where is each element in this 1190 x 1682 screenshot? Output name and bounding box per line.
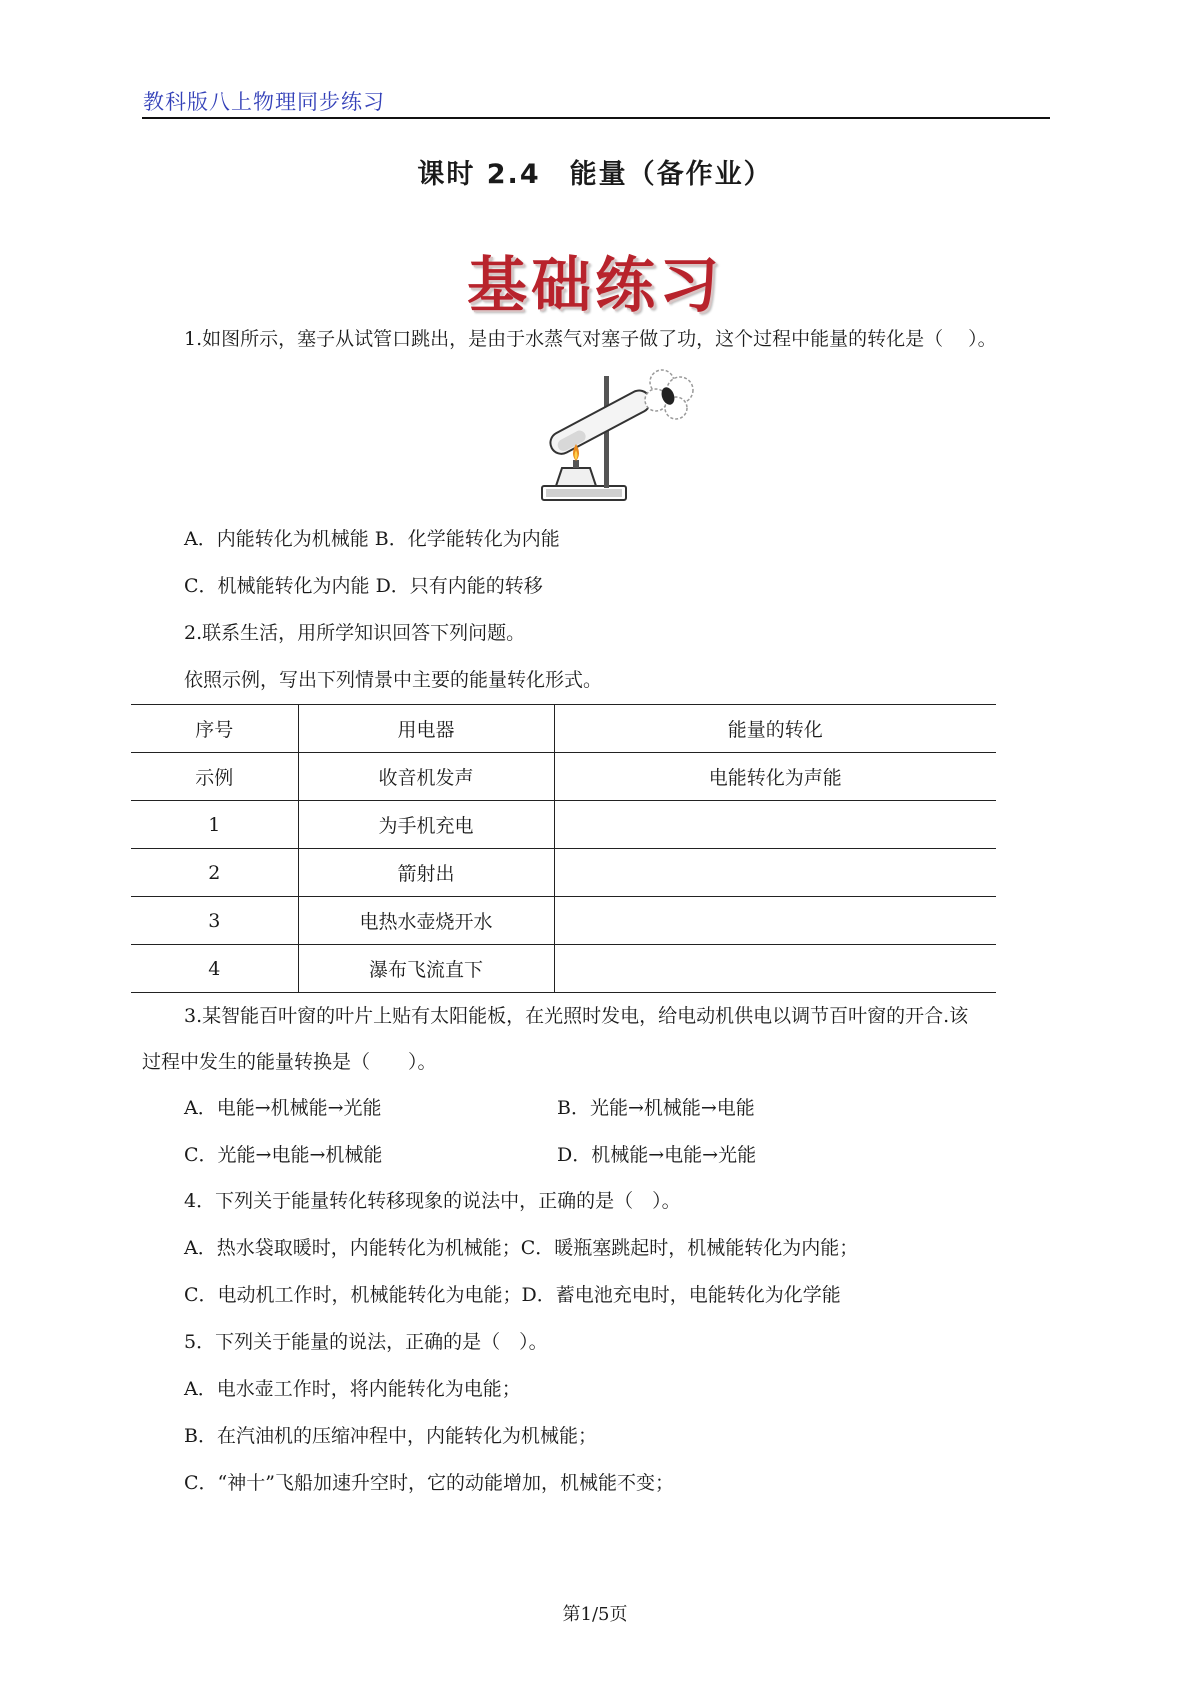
q3-option-d: D．机械能→电能→光能: [557, 1144, 757, 1166]
answer-cell[interactable]: [554, 897, 996, 945]
q4-options-ab: A．热水袋取暖时，内能转化为机械能；C．暖瓶塞跳起时，机械能转化为内能；: [184, 1237, 859, 1259]
table-header-cell: 能量的转化: [554, 705, 996, 753]
q1-options-ab: A．内能转化为机械能 B．化学能转化为内能: [184, 528, 560, 550]
table-cell: 电热水壶烧开水: [298, 897, 554, 945]
q2-stem: 2.联系生活，用所学知识回答下列问题。: [184, 622, 526, 644]
test-tube-apparatus-figure: [536, 368, 698, 512]
table-header-cell: 用电器: [298, 705, 554, 753]
table-cell: 瀑布飞流直下: [298, 945, 554, 993]
table-cell: 2: [131, 849, 298, 897]
table-cell: 收音机发声: [298, 753, 554, 801]
table-header-cell: 序号: [131, 705, 298, 753]
answer-cell[interactable]: [554, 801, 996, 849]
table-cell: 箭射出: [298, 849, 554, 897]
q3-option-a: A．电能→机械能→光能: [184, 1097, 382, 1119]
q5-option-a: A．电水壶工作时，将内能转化为电能；: [184, 1378, 521, 1400]
answer-cell[interactable]: [554, 849, 996, 897]
q3-option-c: C．光能→电能→机械能: [184, 1144, 383, 1166]
q1-stem: 1.如图所示，塞子从试管口跳出，是由于水蒸气对塞子做了功，这个过程中能量的转化是（ ）。: [184, 328, 997, 350]
q4-options-cd: C．电动机工作时，机械能转化为电能；D．蓄电池充电时，电能转化为化学能: [184, 1284, 841, 1306]
table-row: [131, 849, 996, 897]
answer-cell[interactable]: [554, 945, 996, 993]
header-title: 教科版八上物理同步练习: [143, 90, 385, 114]
header-rule: [142, 117, 1050, 119]
q4-stem: 4．下列关于能量转化转移现象的说法中，正确的是（ ）。: [184, 1190, 681, 1212]
q3-option-b: B．光能→机械能→电能: [557, 1097, 755, 1119]
table-cell: 电能转化为声能: [554, 753, 996, 801]
table-cell: 示例: [131, 753, 298, 801]
lesson-title: 课时 2.4 能量（备作业）: [417, 159, 773, 190]
table-row: [131, 801, 996, 849]
table-header-row: [131, 705, 996, 753]
page-number: 第1/5页: [562, 1604, 628, 1625]
section-title: 基础练习: [467, 251, 723, 321]
q5-option-b: B．在汽油机的压缩冲程中，内能转化为机械能；: [184, 1425, 597, 1447]
q3-stem-line2: 过程中发生的能量转换是（ ）。: [142, 1051, 437, 1073]
table-row: [131, 897, 996, 945]
table-cell: 3: [131, 897, 298, 945]
table-cell: 1: [131, 801, 298, 849]
q2-instruction: 依照示例，写出下列情景中主要的能量转化形式。: [184, 669, 603, 691]
q1-options-cd: C．机械能转化为内能 D．只有内能的转移: [184, 575, 543, 597]
q5-option-c: C．“神十”飞船加速升空时，它的动能增加，机械能不变；: [184, 1472, 674, 1494]
table-cell: 4: [131, 945, 298, 993]
table-row: [131, 945, 996, 993]
q5-stem: 5．下列关于能量的说法，正确的是（ ）。: [184, 1331, 548, 1353]
q3-stem-line1: 3.某智能百叶窗的叶片上贴有太阳能板，在光照时发电，给电动机供电以调节百叶窗的开合.该: [184, 1005, 969, 1027]
table-row: [131, 753, 996, 801]
table-cell: 为手机充电: [298, 801, 554, 849]
energy-conversion-table: [131, 704, 996, 993]
